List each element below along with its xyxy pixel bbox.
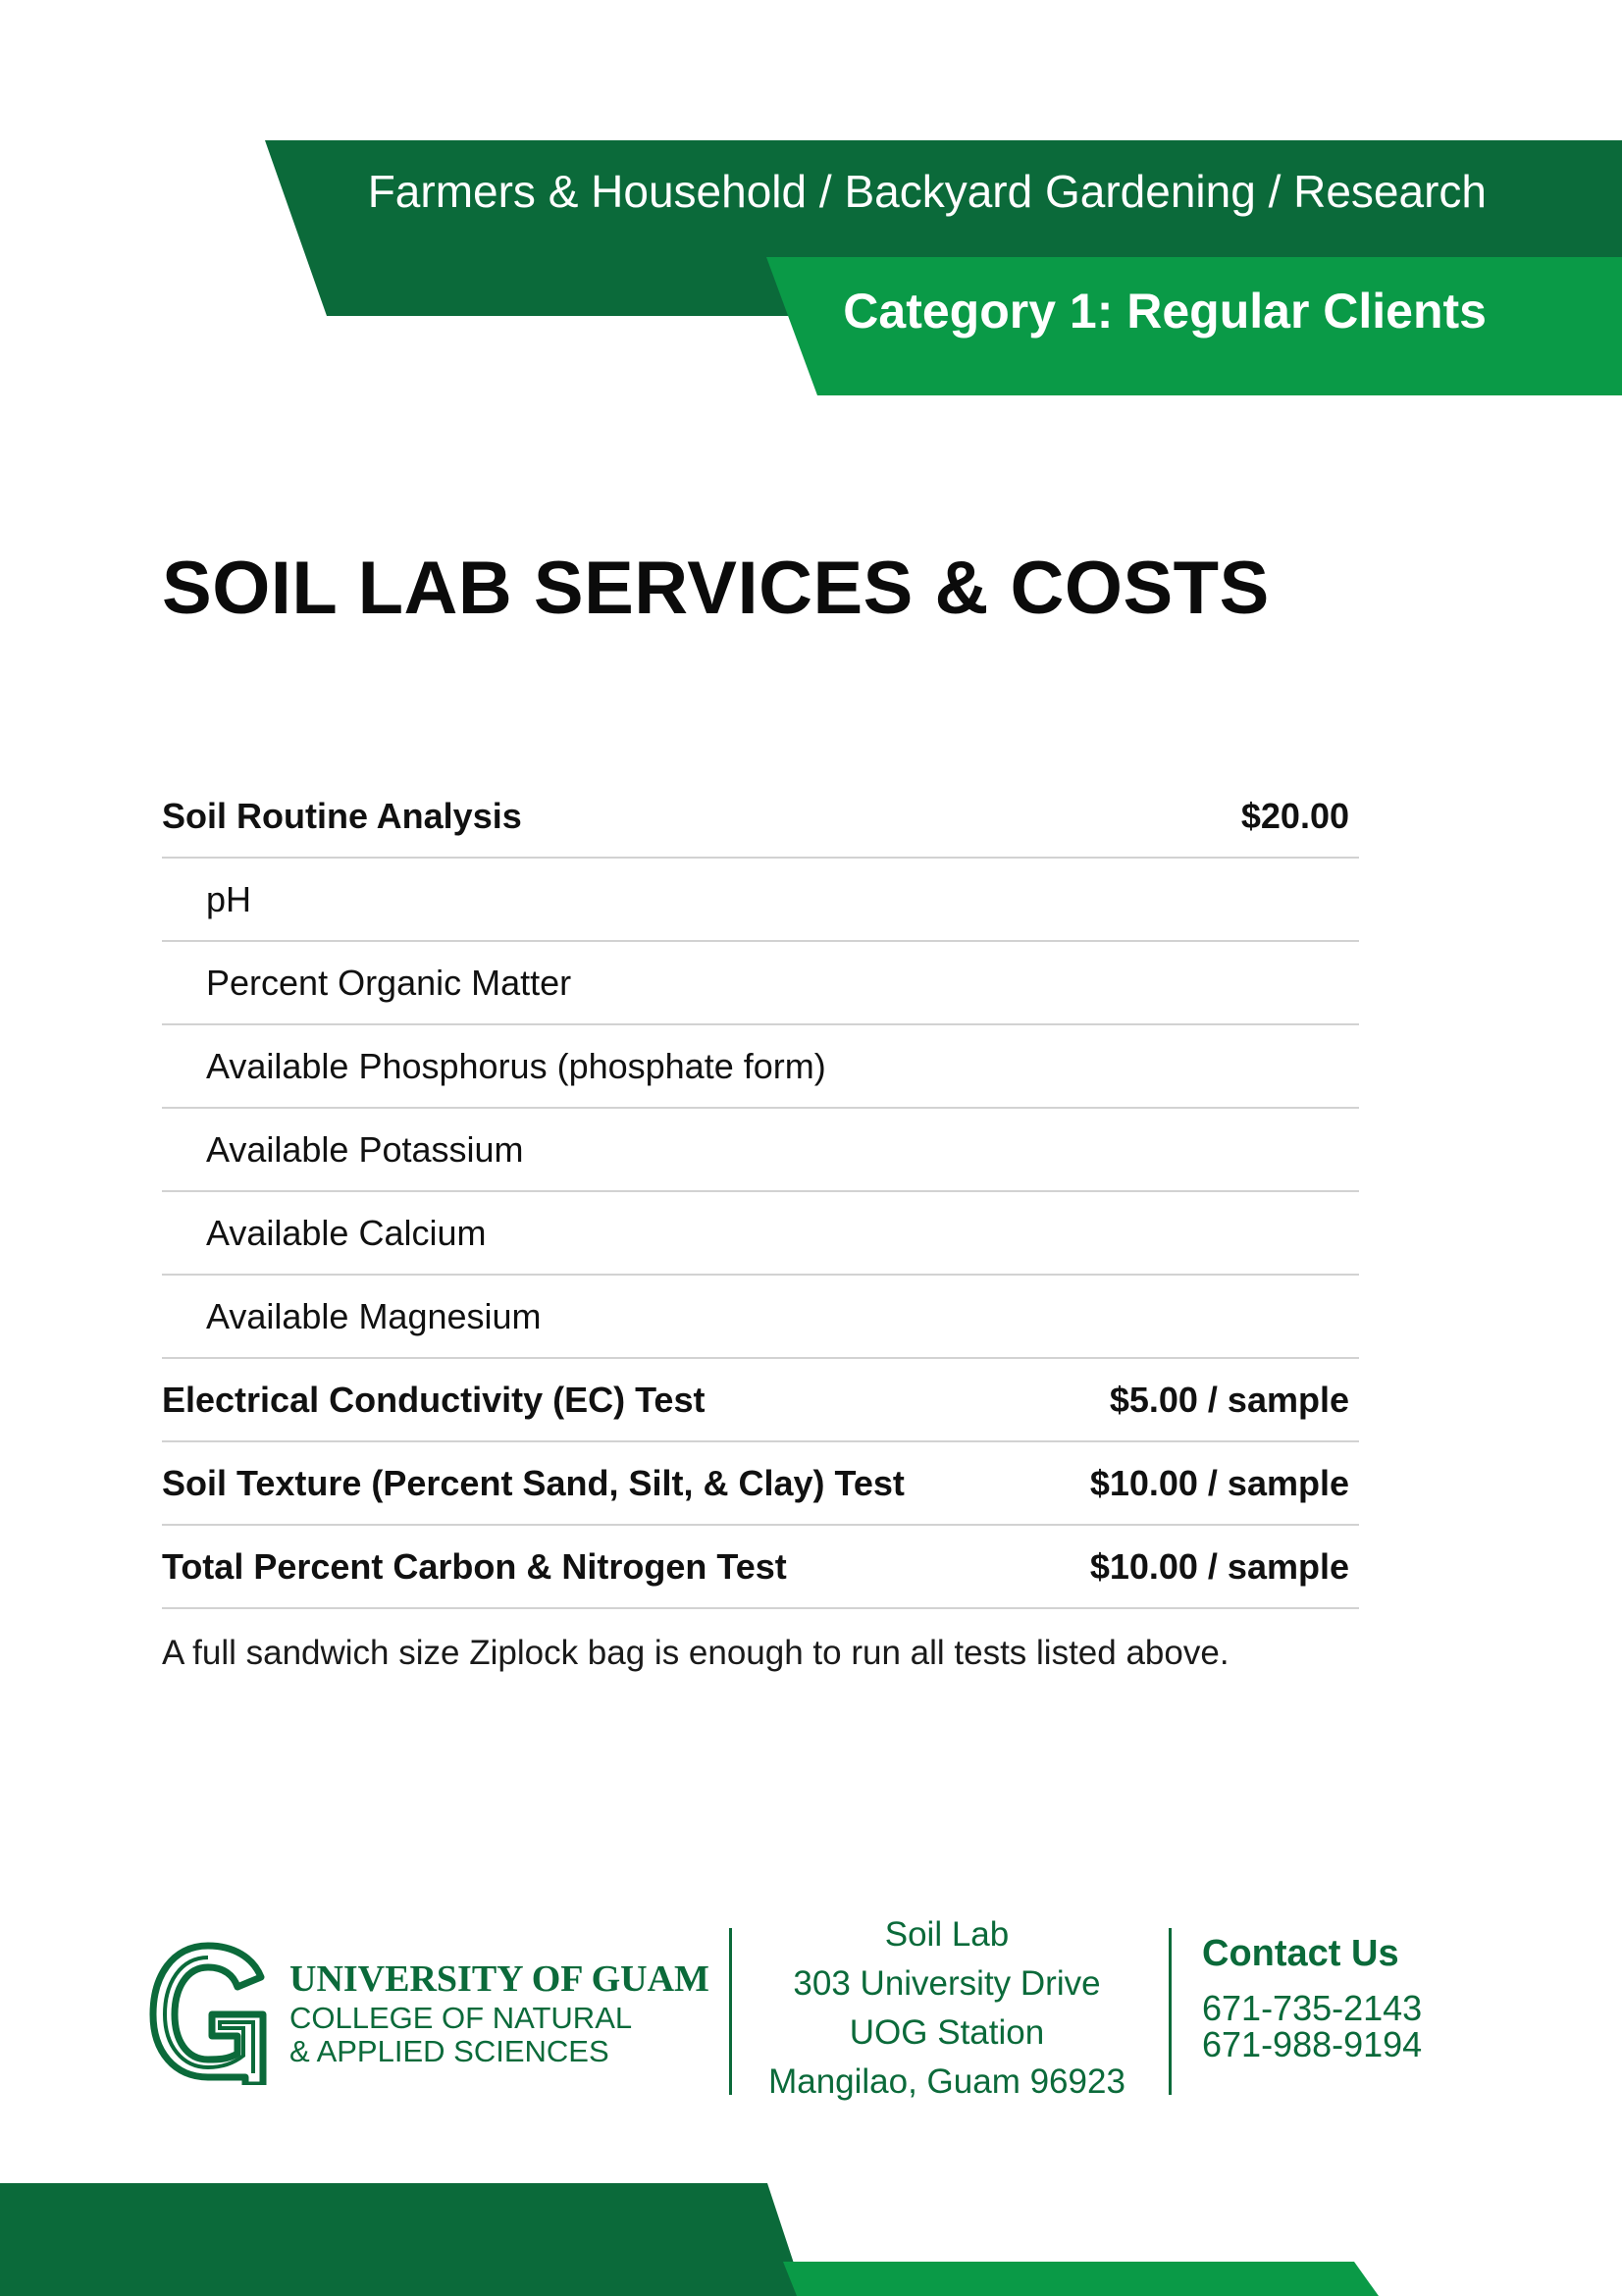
service-name: Available Magnesium (206, 1295, 542, 1336)
divider (729, 1928, 732, 2095)
address-line: Mangilao, Guam 96923 (768, 2062, 1125, 2101)
table-row (162, 1359, 1359, 1442)
audience-heading: Farmers & Household / Backyard Gardening / Research (367, 166, 1487, 217)
category-heading: Category 1: Regular Clients (843, 284, 1487, 339)
sample-note: A full sandwich size Ziplock bag is enough to run all tests listed above. (162, 1634, 1230, 1672)
table-row (162, 1442, 1359, 1526)
lab-address (746, 1910, 1148, 2107)
service-name: Available Potassium (206, 1128, 524, 1170)
service-name: pH (206, 878, 252, 919)
services-table (162, 775, 1359, 1609)
college-name (289, 2002, 632, 2068)
table-row (162, 1526, 1359, 1609)
service-name: Total Percent Carbon & Nitrogen Test (162, 1545, 787, 1587)
university-name: UNIVERSITY OF GUAM (289, 1958, 709, 2000)
table-row (162, 1276, 1359, 1359)
table-row (162, 1109, 1359, 1192)
phone-number[interactable]: 671-988-9194 (1202, 2024, 1423, 2064)
divider (1169, 1928, 1172, 2095)
service-name: Soil Texture (Percent Sand, Silt, & Clay) Test (162, 1462, 905, 1503)
university-g-logo-icon (147, 1938, 270, 2085)
footer-banner (0, 2183, 1622, 2296)
service-name: Available Calcium (206, 1212, 487, 1253)
service-price: $20.00 (1240, 795, 1349, 836)
table-row (162, 775, 1359, 859)
table-row (162, 1025, 1359, 1109)
service-name: Soil Routine Analysis (162, 795, 522, 836)
page-title: SOIL LAB SERVICES & COSTS (162, 547, 1270, 630)
table-row (162, 859, 1359, 942)
college-line: & APPLIED SCIENCES (289, 2034, 609, 2068)
phone-number[interactable]: 671-735-2143 (1202, 1988, 1423, 2028)
service-name: Available Phosphorus (phosphate form) (206, 1045, 826, 1086)
address-line: UOG Station (849, 2013, 1045, 2052)
service-price: $10.00 / sample (1089, 1545, 1349, 1587)
service-name: Percent Organic Matter (206, 962, 572, 1003)
college-line: COLLEGE OF NATURAL (289, 2001, 633, 2035)
address-line: 303 University Drive (793, 1964, 1101, 2003)
service-price: $5.00 / sample (1109, 1379, 1349, 1420)
service-name: Electrical Conductivity (EC) Test (162, 1379, 706, 1420)
service-price: $10.00 / sample (1089, 1462, 1349, 1503)
table-row (162, 1192, 1359, 1276)
address-line: Soil Lab (884, 1915, 1010, 1954)
contact-heading: Contact Us (1202, 1933, 1399, 1974)
table-row (162, 942, 1359, 1025)
